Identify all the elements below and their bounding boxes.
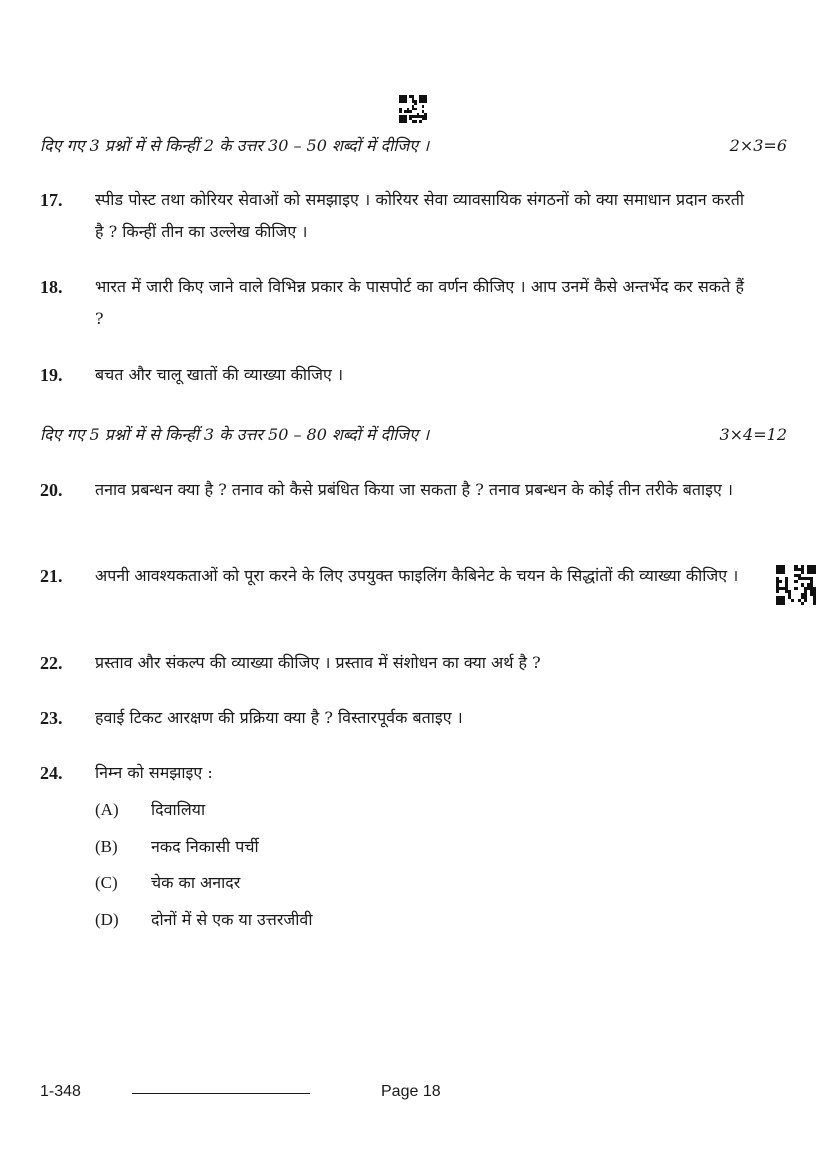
subpart-text: चेक का अनादर (151, 873, 241, 892)
question-number: 17. (40, 190, 63, 210)
subpart-label: (A) (95, 800, 119, 819)
question-19 (40, 359, 744, 391)
question-18 (40, 271, 744, 335)
subpart-text: नकद निकासी पर्ची (151, 836, 259, 856)
question-text: अपनी आवश्यकताओं को पूरा करने के लिए उपयुक्त फाइलिंग कैबिनेट के चयन के सिद्धांतों की व्याख्या कीजिए । (95, 566, 739, 585)
section-instruction: दिए गए 3 प्रश्नों में से किन्हीं 2 के उत्तर 30 – 50 शब्दों में दीजिए । (40, 136, 430, 155)
question-24 (40, 757, 744, 789)
subpart-label: (C) (95, 873, 118, 892)
question-17 (40, 184, 744, 248)
question-23 (40, 702, 744, 734)
question-text: हवाई टिकट आरक्षण की प्रक्रिया क्या है ? विस्तारपूर्वक बताइए । (95, 708, 463, 727)
qr-code-icon (399, 95, 427, 123)
footer-divider (132, 1093, 310, 1094)
subpart-label: (B) (95, 836, 118, 856)
question-text: निम्न को समझाइए : (95, 763, 213, 782)
question-number: 18. (40, 277, 63, 297)
section-marks: 2×3=6 (729, 136, 787, 155)
section-marks: 3×4=12 (719, 425, 787, 444)
question-number: 22. (40, 653, 63, 673)
question-21 (40, 560, 744, 592)
question-text: स्पीड पोस्ट तथा कोरियर सेवाओं को समझाइए । कोरियर सेवा व्यावसायिक संगठनों को क्या समाधान प्रदान करती है ? किन्हीं तीन का उल्लेख कीजिए । (95, 190, 744, 241)
question-text: प्रस्ताव और संकल्प की व्याख्या कीजिए । प्रस्ताव में संशोधन का क्या अर्थ है ? (95, 653, 541, 672)
page-number: Page 18 (381, 1083, 441, 1100)
page-footer (0, 1080, 827, 1104)
paper-code: 1-348 (40, 1083, 81, 1100)
question-20 (40, 474, 744, 506)
question-number: 24. (40, 763, 63, 783)
subpart-text: दिवालिया (151, 800, 206, 819)
section-instruction: दिए गए 5 प्रश्नों में से किन्हीं 3 के उत्तर 50 – 80 शब्दों में दीजिए । (40, 425, 430, 444)
question-number: 19. (40, 365, 63, 385)
qr-code-icon (776, 565, 816, 605)
question-text: बचत और चालू खातों की व्याख्या कीजिए । (95, 365, 344, 384)
question-text: तनाव प्रबन्धन क्या है ? तनाव को कैसे प्रबंधित किया जा सकता है ? तनाव प्रबन्धन के कोई तीन तरीके बताइए । (95, 480, 733, 499)
question-number: 23. (40, 708, 63, 728)
subpart-label: (D) (95, 909, 119, 929)
question-text: भारत में जारी किए जाने वाले विभिन्न प्रकार के पासपोर्ट का वर्णन कीजिए । आप उनमें कैसे अन्तर्भेद कर सकते हैं ? (95, 277, 744, 328)
subpart-text: दोनों में से एक या उत्तरजीवी (151, 909, 313, 929)
qr-module (813, 602, 816, 605)
question-number: 20. (40, 480, 63, 500)
question-22 (40, 647, 744, 679)
qr-module (424, 120, 427, 123)
question-number: 21. (40, 566, 63, 586)
